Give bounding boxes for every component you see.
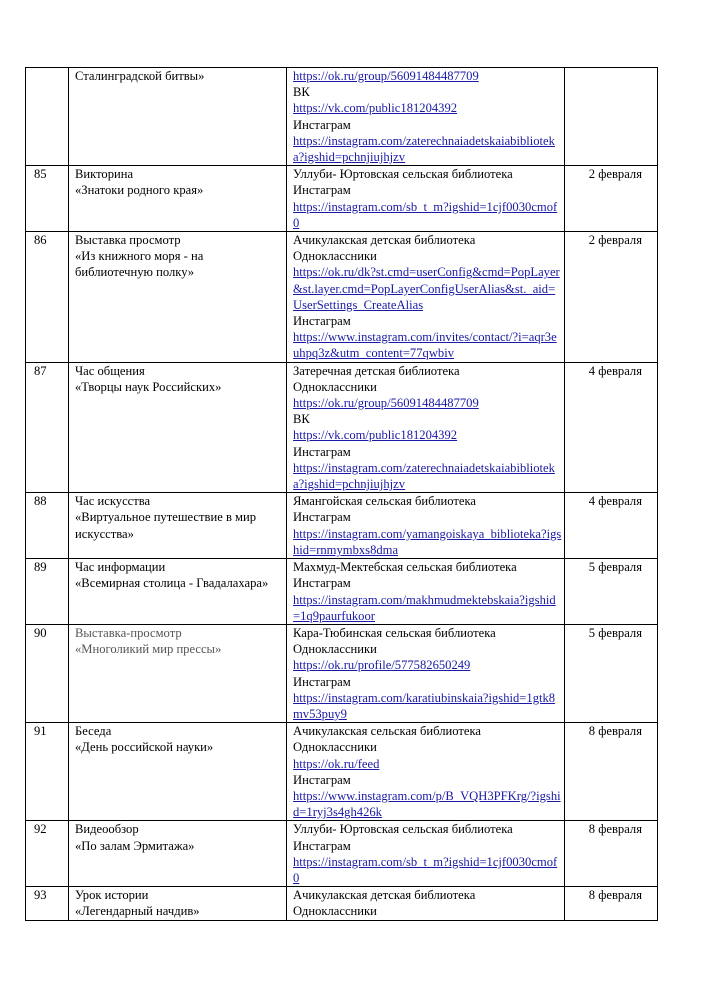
- events-table-body: [26, 68, 658, 921]
- venue-text: Инстаграм: [293, 314, 351, 329]
- event-date: 5 февраля: [565, 559, 658, 625]
- venue-text: Инстаграм: [293, 838, 351, 853]
- event-date: [565, 68, 658, 166]
- venue-links-cell: [287, 723, 565, 821]
- venue-text: Затеречная детская библиотека: [293, 363, 460, 378]
- event-date: 8 февраля: [565, 821, 658, 887]
- activity-cell: [69, 166, 287, 232]
- event-date: 2 февраля: [565, 166, 658, 232]
- activity-cell: [69, 821, 287, 887]
- social-link[interactable]: https://www.instagram.com/p/B_VQH3PFKrg/?igshid=1ryj3s4gh426k: [293, 788, 561, 820]
- activity-cell: [69, 624, 287, 722]
- social-link[interactable]: https://www.instagram.com/invites/contact/?i=aqr3euhpq3z&utm_content=77qwbiv: [293, 330, 557, 361]
- table-row: [26, 559, 658, 625]
- activity-cell: [69, 723, 287, 821]
- venue-links-cell: [287, 887, 565, 920]
- row-number: 92: [26, 821, 69, 887]
- row-number: 87: [26, 362, 69, 493]
- venue-text: Ачикулакская сельская библиотека: [293, 724, 481, 739]
- row-number: 88: [26, 493, 69, 559]
- social-link[interactable]: https://instagram.com/zaterechnaiadetskaiabiblioteka?igshid=pchnjiujhjzv: [293, 133, 555, 165]
- event-date: 8 февраля: [565, 887, 658, 920]
- venue-text: Кара-Тюбинская сельская библиотека: [293, 625, 496, 640]
- venue-text: ВК: [293, 85, 310, 100]
- venue-text: Одноклассники: [293, 379, 377, 394]
- social-link[interactable]: https://instagram.com/karatiubinskaia?igshid=1gtk8mv53puy9: [293, 690, 556, 721]
- social-link[interactable]: https://ok.ru/dk?st.cmd=userConfig&cmd=PopLayer&st.layer.cmd=PopLayerConfigUserAlias&st._aid=UserSettings_CreateAlias: [293, 265, 560, 312]
- activity-title: «Из книжного моря - на библиотечную полку»: [75, 249, 204, 280]
- venue-text: Инстаграм: [293, 117, 351, 132]
- activity-type: Выставка просмотр: [75, 233, 181, 248]
- venue-text: Уллуби- Юртовская сельская библиотека: [293, 167, 513, 182]
- activity-title: «Знатоки родного края»: [75, 183, 204, 198]
- venue-text: Ямангойская сельская библиотека: [293, 494, 476, 509]
- venue-text: Махмуд-Мектебская сельская библиотека: [293, 560, 517, 575]
- venue-text: Инстаграм: [293, 772, 351, 787]
- venue-links-cell: [287, 166, 565, 232]
- venue-text: Одноклассники: [293, 642, 377, 657]
- venue-text: Одноклассники: [293, 740, 377, 755]
- table-row: [26, 68, 658, 166]
- venue-links-cell: [287, 68, 565, 166]
- social-link[interactable]: https://ok.ru/profile/577582650249: [293, 658, 471, 673]
- social-link[interactable]: https://instagram.com/yamangoiskaya_biblioteka?igshid=rnmymbxs8dma: [293, 526, 562, 557]
- activity-cell: [69, 362, 287, 493]
- activity-title: «По залам Эрмитажа»: [75, 838, 195, 853]
- venue-links-cell: [287, 232, 565, 363]
- activity-type: Беседа: [75, 724, 112, 739]
- venue-links-cell: [287, 821, 565, 887]
- event-date: 4 февраля: [565, 362, 658, 493]
- venue-links-cell: [287, 624, 565, 722]
- row-number: 93: [26, 887, 69, 920]
- events-table: [25, 67, 658, 921]
- activity-type: Выставка-просмотр: [75, 625, 182, 640]
- venue-text: Одноклассники: [293, 249, 377, 264]
- activity-cell: [69, 887, 287, 920]
- activity-cell: [69, 232, 287, 363]
- event-date: 5 февраля: [565, 624, 658, 722]
- table-row: [26, 723, 658, 821]
- table-row: [26, 362, 658, 493]
- table-row: [26, 624, 658, 722]
- activity-title: «День российской науки»: [75, 740, 214, 755]
- venue-links-cell: [287, 362, 565, 493]
- activity-cell: [69, 68, 287, 166]
- row-number: 85: [26, 166, 69, 232]
- social-link[interactable]: https://instagram.com/sb_t_m?igshid=1cjf0030cmof0: [293, 199, 558, 230]
- social-link[interactable]: https://vk.com/public181204392: [293, 101, 458, 116]
- table-row: [26, 166, 658, 232]
- event-date: 2 февраля: [565, 232, 658, 363]
- venue-text: Уллуби- Юртовская сельская библиотека: [293, 822, 513, 837]
- venue-links-cell: [287, 493, 565, 559]
- social-link[interactable]: https://instagram.com/makhmudmektebskaia?igshid=1q9paurfukoor: [293, 592, 556, 623]
- social-link[interactable]: https://instagram.com/zaterechnaiadetskaiabiblioteka?igshid=pchnjiujhjzv: [293, 460, 555, 492]
- activity-title: Сталинградской битвы»: [75, 69, 205, 83]
- activity-title: «Легендарный начдив»: [75, 904, 200, 919]
- venue-text: ВК: [293, 412, 310, 427]
- activity-type: Час искусства: [75, 494, 151, 509]
- activity-type: Викторина: [75, 167, 134, 182]
- event-date: 8 февраля: [565, 723, 658, 821]
- venue-text: Ачикулакская детская библиотека: [293, 233, 476, 248]
- venue-text: Инстаграм: [293, 576, 351, 591]
- venue-text: Инстаграм: [293, 444, 351, 459]
- table-row: [26, 887, 658, 920]
- social-link[interactable]: https://ok.ru/group/56091484487709: [293, 69, 479, 83]
- social-link[interactable]: https://instagram.com/sb_t_m?igshid=1cjf0030cmof0: [293, 854, 558, 885]
- venue-text: Инстаграм: [293, 183, 351, 198]
- activity-title: «Всемирная столица - Гвадалахара»: [75, 576, 269, 591]
- venue-text: Инстаграм: [293, 674, 351, 689]
- activity-title: «Многоликий мир прессы»: [75, 642, 222, 657]
- row-number: 90: [26, 624, 69, 722]
- activity-type: Час информации: [75, 560, 166, 575]
- row-number: 91: [26, 723, 69, 821]
- activity-type: Час общения: [75, 363, 145, 378]
- activity-cell: [69, 493, 287, 559]
- venue-links-cell: [287, 559, 565, 625]
- activity-title: «Творцы наук Российских»: [75, 379, 222, 394]
- venue-text: Инстаграм: [293, 510, 351, 525]
- event-date: 4 февраля: [565, 493, 658, 559]
- social-link[interactable]: https://ok.ru/feed: [293, 756, 380, 771]
- row-number: [26, 68, 69, 166]
- activity-type: Видеообзор: [75, 822, 139, 837]
- social-link[interactable]: https://ok.ru/group/56091484487709: [293, 396, 479, 411]
- social-link[interactable]: https://vk.com/public181204392: [293, 428, 458, 443]
- table-row: [26, 232, 658, 363]
- venue-text: Одноклассники: [293, 904, 377, 919]
- row-number: 86: [26, 232, 69, 363]
- table-row: [26, 821, 658, 887]
- activity-type: Урок истории: [75, 888, 149, 903]
- venue-text: Ачикулакская детская библиотека: [293, 888, 476, 903]
- activity-title: «Виртуальное путешествие в мир искусства»: [75, 510, 257, 541]
- row-number: 89: [26, 559, 69, 625]
- table-row: [26, 493, 658, 559]
- activity-cell: [69, 559, 287, 625]
